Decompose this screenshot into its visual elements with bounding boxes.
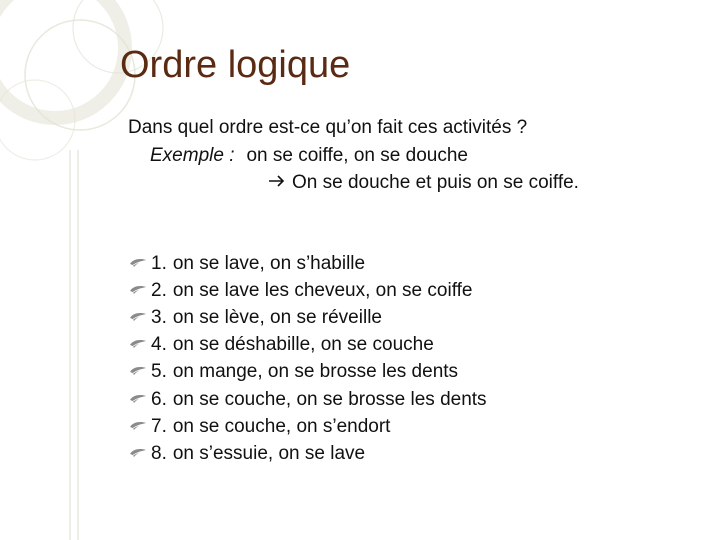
item-text: on se couche, on se brosse les dents	[172, 388, 487, 410]
right-arrow-icon	[268, 172, 292, 194]
item-number: 4.	[151, 334, 167, 356]
item-number: 2.	[151, 279, 167, 301]
leaf-bullet-icon	[128, 394, 148, 406]
example-label: Exemple :	[150, 145, 235, 166]
example-answer-line	[268, 172, 579, 194]
list-item	[128, 359, 487, 386]
list-item	[128, 413, 487, 440]
item-number: 7.	[151, 415, 167, 437]
item-number: 3.	[151, 306, 167, 328]
item-text: on s’essuie, on se lave	[172, 442, 366, 464]
leaf-bullet-icon	[128, 285, 148, 297]
list-item	[128, 304, 487, 331]
example-answer: On se douche et puis on se coiffe.	[292, 172, 579, 193]
item-number: 8.	[151, 442, 167, 464]
left-rule-lines	[70, 150, 78, 540]
list-item	[128, 440, 487, 467]
activity-list	[128, 250, 487, 468]
list-item	[128, 332, 487, 359]
item-text: on se déshabille, on se couche	[172, 334, 434, 356]
item-text: on mange, on se brosse les dents	[172, 361, 459, 383]
leaf-bullet-icon	[128, 258, 148, 270]
item-text: on se lave, on s’habille	[172, 252, 366, 274]
item-number: 1.	[151, 252, 167, 274]
slide-title: Ordre logique	[120, 44, 351, 86]
example-line	[150, 145, 468, 167]
leaf-bullet-icon	[128, 339, 148, 351]
leaf-bullet-icon	[128, 448, 148, 460]
item-text: on se lève, on se réveille	[172, 306, 382, 328]
item-number: 5.	[151, 361, 167, 383]
list-item	[128, 277, 487, 304]
leaf-bullet-icon	[128, 312, 148, 324]
list-item	[128, 386, 487, 413]
question-text: Dans quel ordre est-ce qu’on fait ces activités ?	[128, 117, 528, 138]
leaf-bullet-icon	[128, 366, 148, 378]
item-text: on se couche, on s’endort	[172, 415, 391, 437]
leaf-bullet-icon	[128, 421, 148, 433]
list-item	[128, 250, 487, 277]
item-text: on se lave les cheveux, on se coiffe	[172, 279, 473, 301]
item-number: 6.	[151, 388, 167, 410]
example-text: on se coiffe, on se douche	[246, 145, 468, 166]
